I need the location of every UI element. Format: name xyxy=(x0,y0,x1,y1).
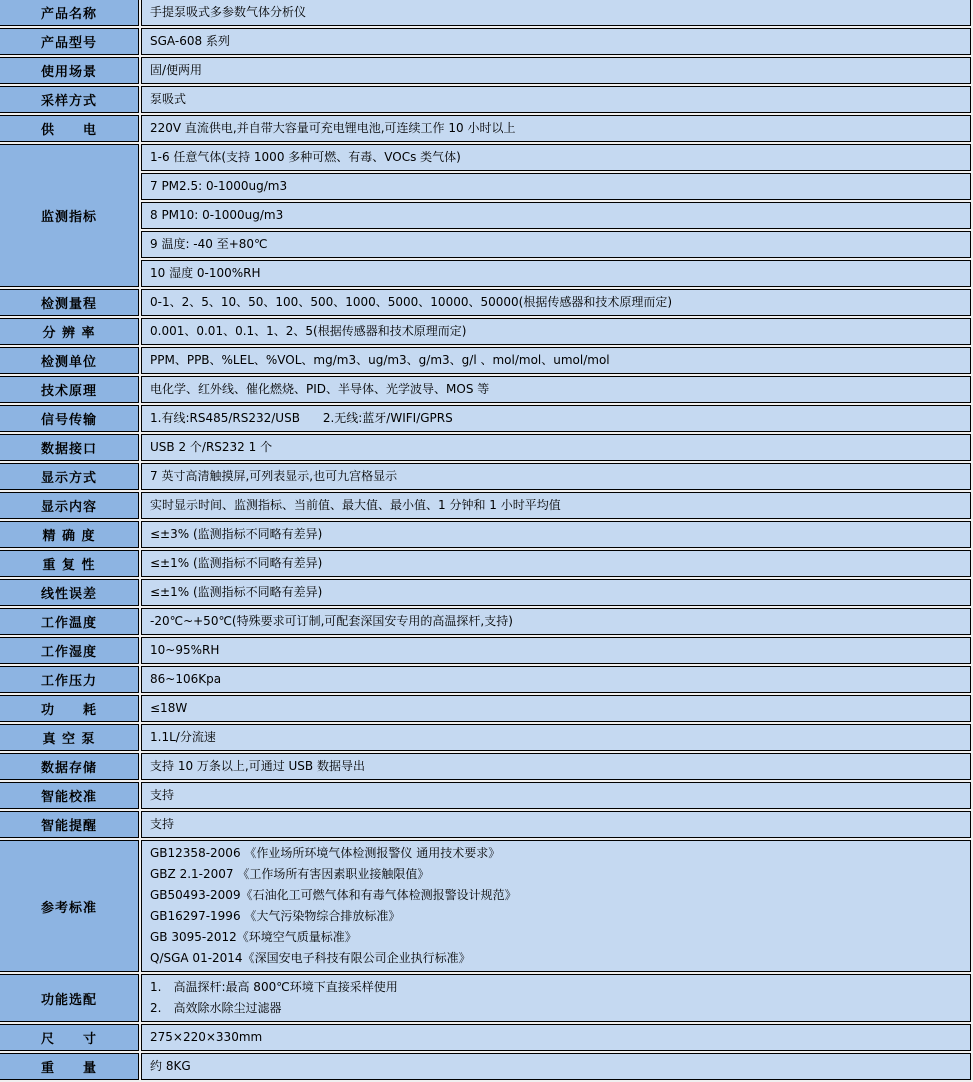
table-row xyxy=(0,405,971,432)
spec-value xyxy=(141,347,971,374)
spec-label: 功能选配 xyxy=(0,974,139,1022)
spec-label: 分 辨 率 xyxy=(0,318,139,345)
spec-value xyxy=(141,782,971,809)
table-row xyxy=(0,579,971,606)
spec-value xyxy=(141,28,971,55)
table-row xyxy=(0,695,971,722)
spec-value-line: 1. 高温探杆:最高 800℃环境下直接采样使用 xyxy=(150,980,398,994)
table-row xyxy=(0,144,971,171)
spec-value-line: 9 温度: -40 至+80℃ xyxy=(150,237,268,251)
table-row xyxy=(0,318,971,345)
spec-value-line: ≤18W xyxy=(150,701,188,715)
spec-label: 检测单位 xyxy=(0,347,139,374)
spec-value-line: 支持 xyxy=(150,817,175,831)
spec-value-line: GB16297-1996 《大气污染物综合排放标准》 xyxy=(150,909,401,923)
spec-value-line: 2. 高效除水除尘过滤器 xyxy=(150,1001,282,1015)
table-row xyxy=(0,202,971,229)
spec-value xyxy=(141,144,971,171)
spec-label: 参考标准 xyxy=(0,840,139,972)
spec-value xyxy=(141,974,971,1022)
spec-value xyxy=(141,753,971,780)
spec-label: 工作压力 xyxy=(0,666,139,693)
table-row xyxy=(0,782,971,809)
spec-label: 使用场景 xyxy=(0,57,139,84)
spec-value xyxy=(141,579,971,606)
spec-value xyxy=(141,666,971,693)
spec-value-line: 固/便两用 xyxy=(150,63,203,77)
spec-value xyxy=(141,434,971,461)
spec-value-line: GB12358-2006 《作业场所环境气体检测报警仪 通用技术要求》 xyxy=(150,846,501,860)
spec-value xyxy=(141,1024,971,1051)
spec-label: 显示内容 xyxy=(0,492,139,519)
spec-label: 线性误差 xyxy=(0,579,139,606)
spec-value-line: -20℃~+50℃(特殊要求可订制,可配套深国安专用的高温探杆,支持) xyxy=(150,614,513,628)
table-row xyxy=(0,260,971,287)
spec-value-line: GB 3095-2012《环境空气质量标准》 xyxy=(150,930,357,944)
spec-label: 监测指标 xyxy=(0,144,139,287)
spec-value-line: 1.有线:RS485/RS232/USB 2.无线:蓝牙/WIFI/GPRS xyxy=(150,411,453,425)
spec-value xyxy=(141,840,971,972)
table-row xyxy=(0,376,971,403)
spec-label: 数据存储 xyxy=(0,753,139,780)
spec-label: 供 电 xyxy=(0,115,139,142)
spec-label: 检测量程 xyxy=(0,289,139,316)
spec-value-line: 支持 10 万条以上,可通过 USB 数据导出 xyxy=(150,759,365,773)
table-row xyxy=(0,974,971,1022)
spec-value-line: 1.1L/分流速 xyxy=(150,730,216,744)
spec-label: 显示方式 xyxy=(0,463,139,490)
spec-label: 采样方式 xyxy=(0,86,139,113)
table-row xyxy=(0,1024,971,1051)
spec-value-line: 0-1、2、5、10、50、100、500、1000、5000、10000、50000(根据传感器和技术原理而定) xyxy=(150,295,673,309)
spec-value-line: 约 8KG xyxy=(150,1059,191,1073)
spec-label: 产品名称 xyxy=(0,0,139,26)
table-row xyxy=(0,463,971,490)
spec-value xyxy=(141,695,971,722)
spec-value-line: 220V 直流供电,并自带大容量可充电锂电池,可连续工作 10 小时以上 xyxy=(150,121,516,135)
spec-value-line: GBZ 2.1-2007 《工作场所有害因素职业接触限值》 xyxy=(150,867,430,881)
spec-value-line: 手提泵吸式多参数气体分析仪 xyxy=(150,5,307,19)
spec-value-line: 电化学、红外线、催化燃烧、PID、半导体、光学波导、MOS 等 xyxy=(150,382,490,396)
spec-value xyxy=(141,115,971,142)
spec-value xyxy=(141,1053,971,1080)
spec-value xyxy=(141,57,971,84)
table-row xyxy=(0,434,971,461)
table-row xyxy=(0,289,971,316)
table-row xyxy=(0,637,971,664)
spec-value-line: 10~95%RH xyxy=(150,643,220,657)
table-row xyxy=(0,521,971,548)
spec-value-line: GB50493-2009《石油化工可燃气体和有毒气体检测报警设计规范》 xyxy=(150,888,517,902)
spec-value xyxy=(141,463,971,490)
spec-value-line: 1-6 任意气体(支持 1000 多种可燃、有毒、VOCs 类气体) xyxy=(150,150,461,164)
spec-value xyxy=(141,811,971,838)
table-row xyxy=(0,57,971,84)
table-row xyxy=(0,666,971,693)
spec-value xyxy=(141,231,971,258)
spec-label: 尺 寸 xyxy=(0,1024,139,1051)
spec-value-line: 支持 xyxy=(150,788,175,802)
table-row xyxy=(0,608,971,635)
spec-label: 数据接口 xyxy=(0,434,139,461)
spec-label: 工作湿度 xyxy=(0,637,139,664)
spec-label: 智能校准 xyxy=(0,782,139,809)
table-row xyxy=(0,0,971,26)
spec-value xyxy=(141,724,971,751)
spec-value-line: SGA-608 系列 xyxy=(150,34,230,48)
spec-value xyxy=(141,405,971,432)
spec-value xyxy=(141,492,971,519)
spec-value-line: 275×220×330mm xyxy=(150,1030,263,1044)
spec-value xyxy=(141,289,971,316)
spec-label: 智能提醒 xyxy=(0,811,139,838)
spec-value-line: USB 2 个/RS232 1 个 xyxy=(150,440,273,454)
spec-label: 技术原理 xyxy=(0,376,139,403)
spec-value-line: ≤±3% (监测指标不同略有差异) xyxy=(150,527,323,541)
table-row xyxy=(0,231,971,258)
table-row xyxy=(0,724,971,751)
spec-value xyxy=(141,202,971,229)
spec-value xyxy=(141,550,971,577)
spec-value xyxy=(141,608,971,635)
spec-value-line: ≤±1% (监测指标不同略有差异) xyxy=(150,556,323,570)
spec-label: 信号传输 xyxy=(0,405,139,432)
spec-value-line: 8 PM10: 0-1000ug/m3 xyxy=(150,208,284,222)
spec-value xyxy=(141,86,971,113)
table-row xyxy=(0,550,971,577)
table-row xyxy=(0,173,971,200)
spec-value xyxy=(141,260,971,287)
table-row xyxy=(0,492,971,519)
spec-value xyxy=(141,0,971,26)
spec-value-line: 7 PM2.5: 0-1000ug/m3 xyxy=(150,179,288,193)
spec-value xyxy=(141,318,971,345)
spec-value-line: ≤±1% (监测指标不同略有差异) xyxy=(150,585,323,599)
spec-value xyxy=(141,376,971,403)
spec-value-line: 10 湿度 0-100%RH xyxy=(150,266,261,280)
table-row xyxy=(0,86,971,113)
spec-value xyxy=(141,173,971,200)
table-row xyxy=(0,840,971,972)
table-row xyxy=(0,115,971,142)
table-row xyxy=(0,753,971,780)
spec-value xyxy=(141,637,971,664)
spec-value-line: 86~106Kpa xyxy=(150,672,222,686)
spec-label: 重 量 xyxy=(0,1053,139,1080)
spec-value xyxy=(141,521,971,548)
spec-value-line: Q/SGA 01-2014《深国安电子科技有限公司企业执行标准》 xyxy=(150,951,471,965)
table-row xyxy=(0,28,971,55)
table-row xyxy=(0,347,971,374)
table-row xyxy=(0,1053,971,1080)
spec-value-line: PPM、PPB、%LEL、%VOL、mg/m3、ug/m3、g/m3、g/l 、mol/mol、umol/mol xyxy=(150,353,610,367)
spec-label: 精 确 度 xyxy=(0,521,139,548)
spec-label: 工作温度 xyxy=(0,608,139,635)
spec-label: 功 耗 xyxy=(0,695,139,722)
spec-value-line: 0.001、0.01、0.1、1、2、5(根据传感器和技术原理而定) xyxy=(150,324,467,338)
spec-label: 重 复 性 xyxy=(0,550,139,577)
spec-label: 产品型号 xyxy=(0,28,139,55)
table-row xyxy=(0,811,971,838)
spec-label: 真 空 泵 xyxy=(0,724,139,751)
spec-value-line: 实时显示时间、监测指标、当前值、最大值、最小值、1 分钟和 1 小时平均值 xyxy=(150,498,561,512)
spec-value-line: 泵吸式 xyxy=(150,92,187,106)
spec-value-line: 7 英寸高清触摸屏,可列表显示,也可九宫格显示 xyxy=(150,469,398,483)
